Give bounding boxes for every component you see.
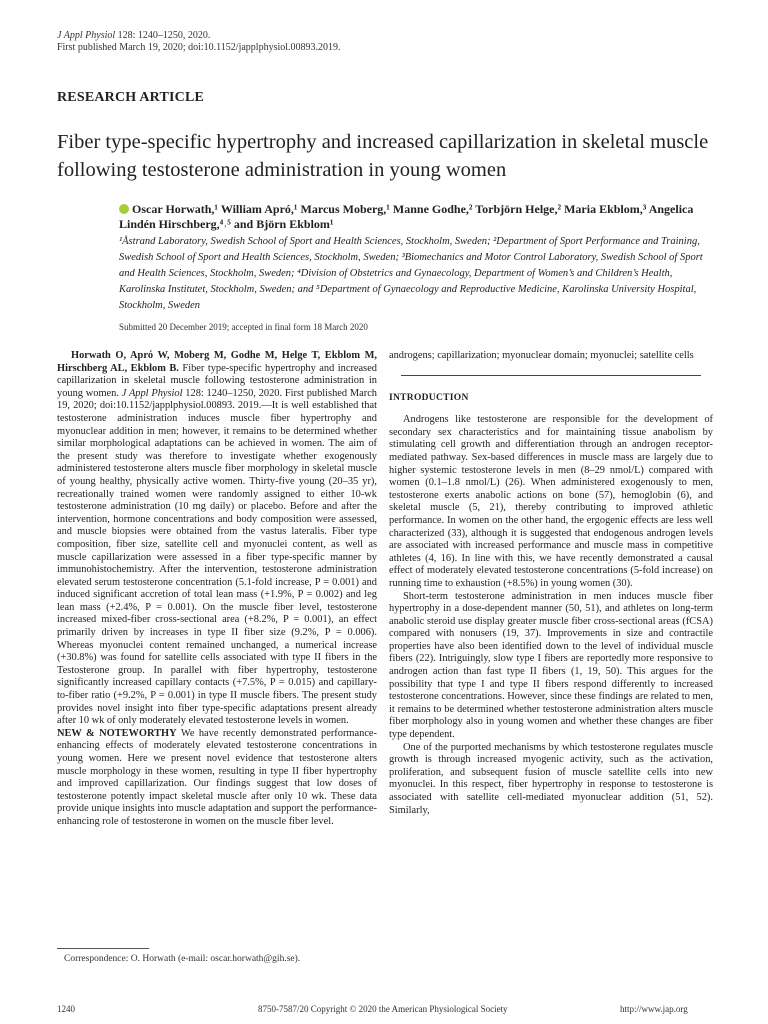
article-type: RESEARCH ARTICLE xyxy=(57,90,205,105)
copyright-notice: 8750-7587/20 Copyright © 2020 the American Physiological Society xyxy=(258,1004,508,1014)
keywords: androgens; capillarization; myonuclear domain; myonuclei; satellite cells xyxy=(389,350,694,361)
abstract-body: —It is well established that testosterone administration induces muscle fiber hypertrophy and myonuclear addition in men; however, it remains to be determined whether similar morphological adaptations can be achieved in women. The aim of the present study was therefore to investigate whether exogenously administered testosterone alters muscle fiber morphology in skeletal muscle of young healthy, physically active women. Thirty-five young (20–35 yr), recreationally trained women were randomly assigned to either 10-wk testosterone administration (10 mg daily) or placebo. Before and after the intervention, hormone concentrations and body composition were assessed, and muscle biopsies were obtained from the vastus lateralis. Fiber type composition, fiber size, satellite cell and myonuclei content, as well as muscle capillarization were assessed in a fiber type-specific manner by immunohistochemistry. After the intervention, testosterone administration elevated serum testosterone concentration (5.1-fold increase, P = 0.001) and induced significant accretion of total lean mass (+1.9%, P = 0.002) and leg lean mass (+2.4%, P = 0.001). On the muscle fiber level, testosterone increased mixed-fiber cross-sectional area (+8.2%, P = 0.001), an effect primarily driven by increases in type II fiber size (9.2%, P = 0.006). Whereas myonuclei content remained unchanged, a numerical increase (+30.8%) was found for satellite cells associated with type II fibers in the Testosterone group. In parallel with fiber hypertrophy, testosterone significantly increased capillary contacts (+7.5%, P = 0.015) and capillary-to-fiber ratio (+9.2%, P = 0.001) in type II muscle fibers. The present study provides novel insight into fiber type-specific adaptations present already after 10 wk of only moderately elevated testosterone levels in women. xyxy=(57,400,378,727)
intro-paragraph: One of the purported mechanisms by which testosterone regulates muscle growth is through increased myogenic activity, such as the activation, proliferation, and subsequent fusion of muscle satellite cells into new myonuclei. In this respect, fiber hypertrophy in response to testosterone is associated with satellite cell-mediated myonuclear addition (51, 52). Similarly, xyxy=(389,741,713,816)
article-title: Fiber type-specific hypertrophy and increased capillarization in skeletal muscle following testosterone administration in young women xyxy=(57,131,709,181)
abstract-citation-rest: 128: 1240–1250, 2020. First published March 19, 2020; doi:10.1152/japplphysiol.00893. 2019. xyxy=(57,387,377,412)
footnote-divider xyxy=(57,948,149,949)
right-column xyxy=(389,350,713,817)
keywords-divider xyxy=(401,375,701,376)
abstract-citation-journal: J Appl Physiol xyxy=(121,387,183,399)
intro-paragraph: Short-term testosterone administration in men induces muscle fiber hypertrophy in a dose-dependent manner (50, 51), and athletes on long-term anabolic steroid use display greater muscle fiber cross-sectional areas (fCSA) compared with nonusers (19, 37). Improvements in size and contractile properties have also been identified down to the level of individual muscle fibers (22). Intriguingly, slow type I fibers are reportedly more responsive to androgen action than fast type II fibers (1, 19, 50). This argues for the possibility that type I and type II fibers respond differently to increased testosterone concentrations. However, since these findings are related to men, it remains to be determined whether testosterone administration alters muscle fiber morphology also in young women and whether these changes are fiber type dependent. xyxy=(389,590,713,741)
new-noteworthy xyxy=(57,728,377,829)
new-noteworthy-body: We have recently demonstrated performance-enhancing effects of moderately elevated testosterone concentrations in young women. Here we present novel evidence that testosterone alters muscle morphology in these women, resulting in type II fiber hypertrophy and improved capillarization. Our findings suggest that low doses of testosterone potently impact skeletal muscle after only 10 wk. These data provide unique insights into muscle adaptation and support the performance-enhancing role of testosterone in women on the muscle fiber level. xyxy=(57,727,378,827)
journal-volume: 128: 1240–1250, 2020. xyxy=(115,30,211,41)
journal-citation-header xyxy=(57,30,341,54)
new-noteworthy-heading: NEW & NOTEWORTHY xyxy=(57,727,177,739)
affiliations: ¹Åstrand Laboratory, Swedish School of Sport and Health Sciences, Stockholm, Sweden; ²Department of Sport Performance and Training, Swedish School of Sport and Health Sciences, Stockholm, Sweden; ³Biomechanics and Motor Control Laboratory, Swedish School of Sport and Health Sciences, Stockholm, Sweden; ⁴Division of Obstetrics and Gynaecology, Department of Women’s and Children’s Health, Karolinska Institutet, Stockholm, Sweden; and ⁵Department of Gynaecology and Reproductive Medicine, Karolinska University Hospital, Stockholm, Sweden xyxy=(119,236,703,311)
journal-name: J Appl Physiol xyxy=(57,30,116,41)
abstract xyxy=(57,350,377,728)
abstract-citation-title: Fiber type-specific hypertrophy and increased capillarization in skeletal muscle following testosterone administration in young women. xyxy=(57,362,378,399)
introduction-heading: INTRODUCTION xyxy=(389,392,469,403)
submission-dates: Submitted 20 December 2019; accepted in final form 18 March 2020 xyxy=(119,322,368,332)
left-column xyxy=(57,350,377,829)
authors-text: Oscar Horwath,¹ William Apró,¹ Marcus Moberg,¹ Manne Godhe,² Torbjörn Helge,² Maria Ekblom,³ Angelica Lindén Hirschberg,⁴˒⁵ and Björn Ekblom¹ xyxy=(119,202,694,231)
orcid-icon[interactable] xyxy=(119,204,129,214)
abstract-citation-authors: Horwath O, Apró W, Moberg M, Godhe M, Helge T, Ekblom M, Hirschberg AL, Ekblom B. xyxy=(57,350,377,374)
author-list xyxy=(119,202,719,232)
page-number: 1240 xyxy=(57,1004,75,1014)
publication-doi-line: First published March 19, 2020; doi:10.1152/japplphysiol.00893.2019. xyxy=(57,42,341,53)
correspondence-note: Correspondence: O. Horwath (e-mail: oscar.horwath@gih.se). xyxy=(64,954,301,964)
journal-url-link[interactable]: http://www.jap.org xyxy=(620,1004,688,1014)
intro-paragraph: Androgens like testosterone are responsible for the development of secondary sex characteristics and for maintaining tissue anabolism by stimulating cell growth and differentiation through an androgen receptor-mediated pathway. Sex-based differences in muscle mass are largely due to higher systemic testosterone levels in men (8–29 nmol/L) compared with women (0.1–1.8 nmol/L) (26). When administered exogenously to men, testosterone exerts anabolic actions on bone (57), hemoglobin (6), and skeletal muscle (5, 21), thereby contributing to improved athletic performance. In women on the other hand, the ergogenic effects are less well characterized (33), although it is suggested that endogenous androgen levels are associated with increased performance and muscle mass in competitive athletes (4, 16). In line with this, we have recently demonstrated a causal effect of moderately elevated testosterone concentrations (5-fold increase) on running time to exhaustion (+8.5%) in young women (30). xyxy=(389,414,713,589)
